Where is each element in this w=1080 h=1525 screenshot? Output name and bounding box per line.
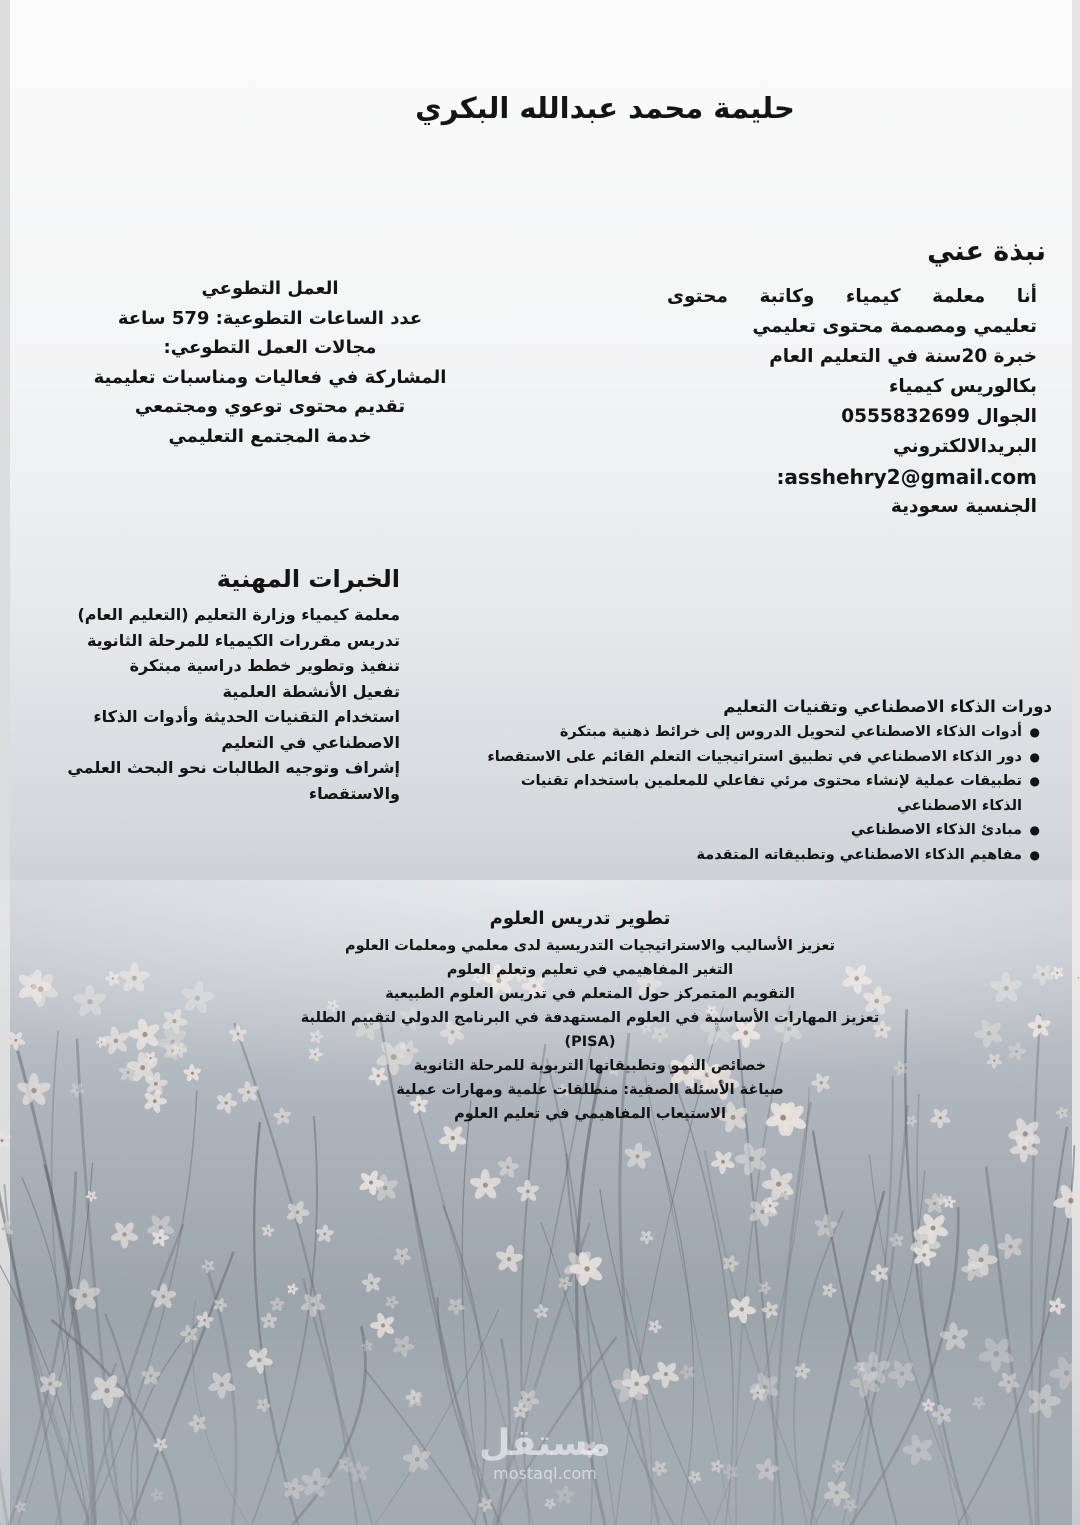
about-nationality: الجنسية سعودية [890,496,1037,517]
volunteer-line: المشاركة في فعاليات ومناسبات تعليمية [93,366,447,388]
science-line: صياغة الأسئلة الصفية: منطلقات علمية ومهارات عملية [396,1082,784,1098]
bullet-icon: ● [1029,847,1040,862]
course-text: أدوات الذكاء الاصطناعي لتحويل الدروس إلى خرائط ذهنية مبتكرة [559,724,1022,740]
experience-line: الاصطناعي في التعليم [221,732,400,752]
experience-title: الخبرات المهنية [216,565,400,593]
course-item [460,720,1040,745]
course-text: تطبيقات عملية لإنشاء محتوى مرئي تفاعلي للمعلمين باستخدام تقنيات [520,773,1022,789]
about-section [667,282,1037,522]
about-email-label: البريدالالكتروني [892,436,1037,457]
about-line: خبرة 20سنة في التعليم العام [769,346,1037,367]
course-text: مبادئ الذكاء الاصطناعي [850,822,1022,838]
volunteer-line: تقديم محتوى توعوي ومجتمعي [134,396,406,417]
about-email: :asshehry2@gmail.com [776,465,1037,489]
experience-section [55,602,400,806]
science-line: التغير المفاهيمي في تعليم وتعلم العلوم [446,962,734,978]
experience-line: تفعيل الأنشطة العلمية [222,681,400,701]
bullet-icon: ● [1029,749,1040,764]
experience-line: والاستقصاء [308,783,400,803]
bullet-icon: ● [1029,725,1040,739]
science-line: الاستيعاب المفاهيمي في تعليم العلوم [454,1106,726,1122]
about-line: تعليمي ومصممة محتوى تعليمي [752,316,1037,337]
about-line: بكالوريس كيمياء [888,376,1037,397]
volunteer-line: مجالات العمل التطوعي: [163,337,377,358]
science-line: تعزيز الأساليب والاستراتيجيات التدريسية لدى معلمي ومعلمات العلوم [345,938,835,954]
experience-line: إشراف وتوجيه الطالبات نحو البحث العلمي [67,758,400,777]
about-title: نبذة عني [927,236,1046,267]
volunteer-line: خدمة المجتمع التعليمي [168,425,372,447]
course-text-continued: الذكاء الاصطناعي [897,797,1022,814]
course-item [460,769,1040,818]
watermark-url: mostaql.com [493,1464,597,1483]
mostaql-watermark-logo [470,1424,620,1494]
about-line: أنا معلمة كيمياء وكاتبة محتوى [667,286,1037,307]
science-line: تعزيز المهارات الأساسية في العلوم المستهدفة في البرنامج الدولي لتقييم الطلبة [300,1010,880,1026]
science-line: التقويم المتمركز حول المتعلم في تدريس العلوم الطبيعية [385,986,795,1002]
experience-line: تنفيذ وتطوير خطط دراسية مبتكرة [129,656,400,675]
course-text: دور الذكاء الاصطناعي في تطبيق استراتيجيات التعلم القائم على الاستقصاء [487,748,1022,765]
experience-line: استخدام التقنيات الحديثة وأدوات الذكاء [93,707,400,726]
science-title: تطوير تدريس العلوم [489,908,671,929]
course-text: مفاهيم الذكاء الاصطناعي وتطبيقاته المتقدمة [696,846,1022,863]
watermark-arabic: مستقل [479,1423,611,1464]
volunteer-title: العمل التطوعي [201,278,339,299]
course-item [460,818,1040,843]
cv-name: حليمة محمد عبدالله البكري [415,91,795,125]
science-section [250,934,930,1126]
bullet-icon: ● [1029,774,1040,788]
volunteer-line: عدد الساعات التطوعية: 579 ساعة [117,307,423,329]
courses-title: دورات الذكاء الاصطناعي وتقنيات التعليم [723,697,1052,716]
course-item [460,745,1040,770]
bullet-icon: ● [1029,823,1040,837]
course-item [460,843,1040,868]
about-phone: الجوال 0555832699 [841,406,1037,427]
volunteer-section [50,274,490,451]
experience-line: معلمة كيمياء وزارة التعليم (التعليم العام) [77,605,400,624]
science-line: خصائص النمو وتطبيقاتها التربوية للمرحلة الثانوية [413,1058,767,1074]
courses-list [460,720,1040,867]
experience-line: تدريس مقررات الكيمياء للمرحلة الثانوية [86,630,400,650]
science-line: (PISA) [564,1034,616,1050]
